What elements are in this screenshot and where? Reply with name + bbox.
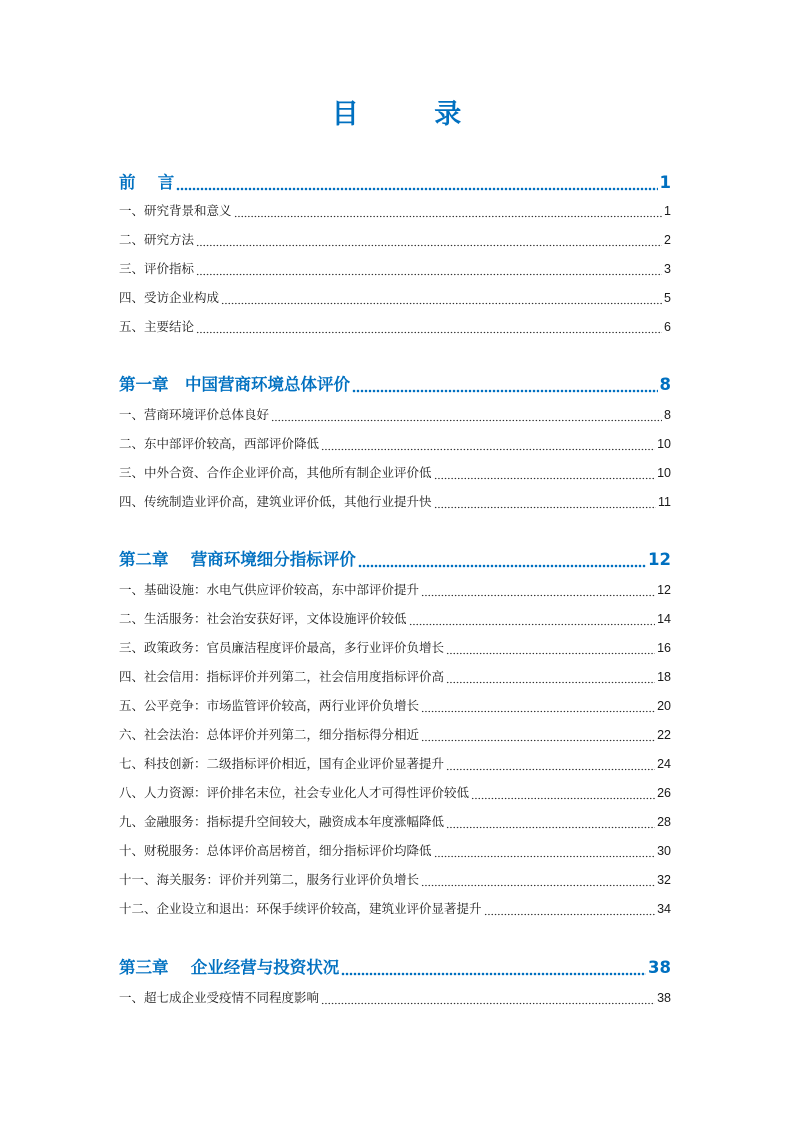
dot-leader <box>421 870 655 890</box>
toc-entry-title: 二、东中部评价较高，西部评价降低 <box>119 436 320 451</box>
toc-entry-row[interactable] <box>119 899 671 919</box>
toc-page-number: 6 <box>664 320 671 334</box>
dot-leader <box>484 899 656 919</box>
dot-leader <box>221 288 662 308</box>
toc-page-number: 18 <box>657 670 671 684</box>
toc-entry-title: 十二、企业设立和退出：环保手续评价较高，建筑业评价显著提升 <box>119 901 482 916</box>
toc-entry-title: 四、传统制造业评价高，建筑业评价低，其他行业提升快 <box>119 494 432 509</box>
toc-page-number: 30 <box>657 844 671 858</box>
dot-leader <box>446 667 655 687</box>
toc-page-number: 12 <box>648 550 671 569</box>
dot-leader <box>341 955 646 981</box>
toc-entry-row[interactable] <box>119 405 671 425</box>
dot-leader <box>434 463 656 483</box>
dot-leader <box>176 170 657 196</box>
toc-entry-title: 七、科技创新：二级指标评价相近，国有企业评价显著提升 <box>119 756 445 771</box>
toc-entry-row[interactable] <box>119 434 671 454</box>
toc-entry-title: 二、研究方法 <box>119 232 195 247</box>
toc-entry-title: 三、评价指标 <box>119 261 195 276</box>
dot-leader <box>471 783 655 803</box>
toc-page-number: 20 <box>657 699 671 713</box>
toc-entry-row[interactable] <box>119 754 671 774</box>
toc-entry-title: 五、公平竞争：市场监管评价较高，两行业评价负增长 <box>119 698 420 713</box>
toc-entry-row[interactable] <box>119 812 671 832</box>
toc-entry-row[interactable] <box>119 870 671 890</box>
toc-page-number: 12 <box>657 583 671 597</box>
toc-entry-title: 一、超七成企业受疫情不同程度影响 <box>119 990 320 1005</box>
toc-chapter-title: 前 言 <box>119 173 175 192</box>
toc-entry-row[interactable] <box>119 638 671 658</box>
dot-leader <box>271 405 662 425</box>
toc-chapter-row[interactable] <box>119 547 671 573</box>
toc-entry-title: 八、人力资源：评价排名末位，社会专业化人才可得性评价较低 <box>119 785 470 800</box>
toc-entry-row[interactable] <box>119 317 671 337</box>
toc-chapter-title: 第二章 营商环境细分指标评价 <box>119 550 356 569</box>
toc-page-number: 32 <box>657 873 671 887</box>
toc-entry-row[interactable] <box>119 609 671 629</box>
toc-entry-title: 一、研究背景和意义 <box>119 203 232 218</box>
toc-entry-row[interactable] <box>119 492 671 512</box>
page-title: 目 录 <box>331 99 486 130</box>
dot-leader <box>446 812 655 832</box>
toc-chapter-row[interactable] <box>119 170 671 196</box>
dot-leader <box>352 372 658 398</box>
toc-entry-row[interactable] <box>119 696 671 716</box>
toc-entry-row[interactable] <box>119 580 671 600</box>
dot-leader <box>196 317 662 337</box>
dot-leader <box>421 725 655 745</box>
toc-chapter-row[interactable] <box>119 955 671 981</box>
toc-entry-title: 三、中外合资、合作企业评价高，其他所有制企业评价低 <box>119 465 432 480</box>
toc-entry-row[interactable] <box>119 667 671 687</box>
toc-chapter-title: 第三章 企业经营与投资状况 <box>119 958 340 977</box>
dot-leader <box>421 696 655 716</box>
toc-entry-title: 五、主要结论 <box>119 319 195 334</box>
toc-entry-title: 六、社会法治：总体评价并列第二，细分指标得分相近 <box>119 727 420 742</box>
toc-entry-title: 十、财税服务：总体评价高居榜首，细分指标评价均降低 <box>119 843 432 858</box>
dot-leader <box>421 580 655 600</box>
dot-leader <box>196 230 662 250</box>
toc-entry-row[interactable] <box>119 259 671 279</box>
toc-entry-title: 二、生活服务：社会治安获好评，文体设施评价较低 <box>119 611 407 626</box>
toc-entry-title: 九、金融服务：指标提升空间较大，融资成本年度涨幅降低 <box>119 814 445 829</box>
dot-leader <box>434 492 657 512</box>
toc-entry-title: 三、政策政务：官员廉洁程度评价最高，多行业评价负增长 <box>119 640 445 655</box>
toc-entry-title: 一、基础设施：水电气供应评价较高，东中部评价提升 <box>119 582 420 597</box>
toc-page-number: 22 <box>657 728 671 742</box>
dot-leader <box>321 988 655 1008</box>
dot-leader <box>234 201 663 221</box>
toc-page-number: 3 <box>664 262 671 276</box>
toc-entry-row[interactable] <box>119 201 671 221</box>
toc-entry-row[interactable] <box>119 783 671 803</box>
dot-leader <box>321 434 655 454</box>
toc-entry-row[interactable] <box>119 463 671 483</box>
toc-page-number: 8 <box>664 408 671 422</box>
dot-leader <box>409 609 656 629</box>
toc-entry-row[interactable] <box>119 230 671 250</box>
toc-chapter-row[interactable] <box>119 372 671 398</box>
toc-page-number: 24 <box>657 757 671 771</box>
dot-leader <box>196 259 662 279</box>
dot-leader <box>446 638 655 658</box>
toc-entry-row[interactable] <box>119 288 671 308</box>
toc-entry-title: 四、社会信用：指标评价并列第二，社会信用度指标评价高 <box>119 669 445 684</box>
dot-leader <box>446 754 655 774</box>
toc-page-number: 28 <box>657 815 671 829</box>
toc-page-number: 2 <box>664 233 671 247</box>
toc-page-number: 5 <box>664 291 671 305</box>
toc-page-number: 26 <box>657 786 671 800</box>
toc-page-number: 34 <box>657 902 671 916</box>
toc-page-number: 1 <box>664 204 671 218</box>
toc-page-number: 10 <box>657 437 671 451</box>
toc-entry-title: 十一、海关服务：评价并列第二，服务行业评价负增长 <box>119 872 420 887</box>
toc-page-number: 14 <box>657 612 671 626</box>
toc-page-number: 38 <box>657 991 671 1005</box>
toc-entry-row[interactable] <box>119 988 671 1008</box>
toc-page-number: 1 <box>659 173 671 192</box>
toc-entry-row[interactable] <box>119 725 671 745</box>
toc-entry-title: 四、受访企业构成 <box>119 290 220 305</box>
dot-leader <box>358 547 646 573</box>
toc-page-number: 8 <box>659 375 671 394</box>
dot-leader <box>434 841 656 861</box>
toc-page-number: 11 <box>658 495 671 509</box>
toc-page-number: 10 <box>657 466 671 480</box>
toc-entry-row[interactable] <box>119 841 671 861</box>
toc-chapter-title: 第一章 中国营商环境总体评价 <box>119 375 350 394</box>
toc-entry-title: 一、营商环境评价总体良好 <box>119 407 270 422</box>
toc-page-number: 38 <box>648 958 671 977</box>
toc-page-number: 16 <box>657 641 671 655</box>
